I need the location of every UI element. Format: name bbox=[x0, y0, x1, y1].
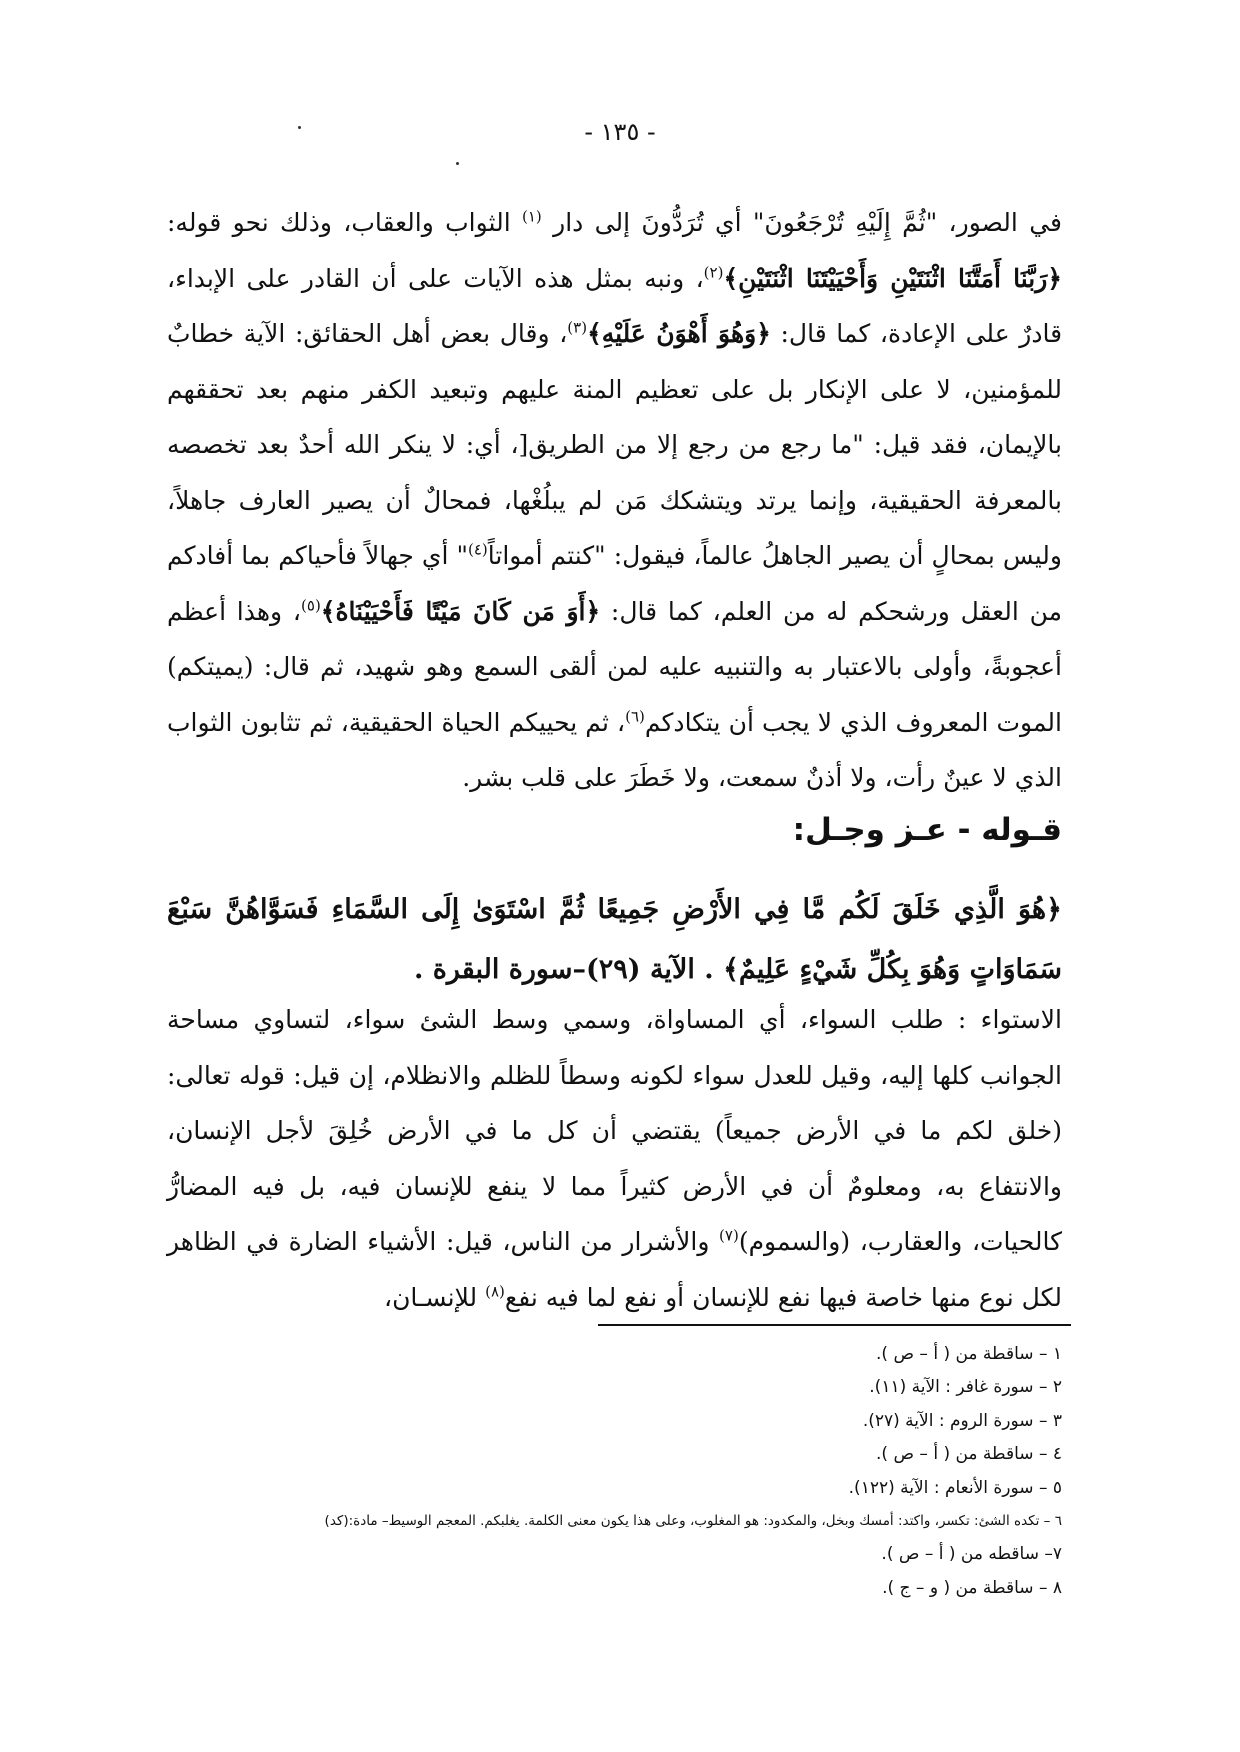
text-span: في الصور، "ثُمَّ إِلَيْهِ تُرْجَعُونَ" أي تُرَدُّونَ إلى دار bbox=[541, 208, 1062, 237]
footnote-ref-3: (٣) bbox=[567, 318, 588, 337]
footnote-8: ٨ – ساقطة من ( و – ج ). bbox=[882, 1577, 1062, 1598]
footnote-2: ٢ – سورة غافر : الآية (١١). bbox=[869, 1377, 1062, 1398]
paragraph-1 bbox=[167, 195, 1062, 806]
footnote-4: ٤ – ساقطة من ( أ – ص ). bbox=[876, 1444, 1062, 1465]
text-span: ، وهذا أعظم أعجوبةً، وأولى بالاعتبار به والتنبيه عليه لمن ألقى السمع وهو شهيد، ثم قال: (يميتكم) الموت المعروف الذي لا يجب أن يتكادكم bbox=[167, 596, 1062, 737]
quran-quote: ﴿وَهُوَ أَهْوَنُ عَلَيْهِ﴾ bbox=[587, 319, 771, 348]
section-heading: قـوله - عـز وجـل: bbox=[792, 812, 1062, 848]
footnote-ref-8: (٨) bbox=[485, 1282, 505, 1301]
verse-block bbox=[167, 880, 1062, 1000]
footnote-5: ٥ – سورة الأنعام : الآية (١٢٢). bbox=[848, 1477, 1062, 1498]
text-span: ، وقال بعض أهل الحقائق: الآية خطابٌ للمؤمنين، لا على الإنكار بل على تعظيم المنة عليهم وتبعيد الكفر منهم بعد تحققهم بالإيمان، فقد قيل: "ما رجع من رجع إلا من الطريق[، أي: لا ينكر الله أحدٌ بعد تخصصه بالمعرفة الحقيقية، وإنما يرتد ويتشكك مَن لم يبلُغْها، فمحالٌ أن يصير العارف جاهلاً، وليس بمحالٍ أن يصير الجاهلُ عالماً، فيقول: "كنتم أمواتاً bbox=[167, 319, 1062, 570]
verse-reference: . الآية (٢٩)–سورة البقرة . bbox=[413, 954, 714, 985]
text-span: الاستواء : طلب السواء، أي المساواة، وسمي وسط الشئ سواء، لتساوي مساحة الجوانب كلها إليه، وقيل للعدل سواء لكونه وسطاً للظلم والانظلام، إن قيل: قوله تعالى: (خلق لكم ما في الأرض جميعاً) يقتضي أن كل ما في الأرض خُلِقَ لأجل الإنسان، والانتفاع به، ومعلومٌ أن في الأرض كثيراً مما لا ينفع للإنسان فيه، بل فيه المضارُّ كالحيات، والعقارب، (والسموم) bbox=[167, 1005, 1062, 1256]
text-span: ، ثم يحييكم الحياة الحقيقية، ثم تثابون الثواب الذي لا عينٌ رأت، ولا أذنٌ سمعت، ولا خَطَرَ على قلب بشر. bbox=[167, 707, 1062, 792]
text-span: ، ونبه بمثل هذه الآيات على أن القادر على الإبداء، قادرٌ على الإعادة، كما قال: bbox=[167, 263, 1063, 348]
quran-quote: ﴿أَوَ مَن كَانَ مَيْتًا فَأَحْيَيْنَاهُ﴾ bbox=[320, 596, 601, 626]
page-number: - ١٣٥ - bbox=[584, 118, 656, 146]
footnote-separator bbox=[598, 1324, 1071, 1326]
footnote-ref-5: (٥) bbox=[301, 596, 321, 615]
verse-text: ﴿هُوَ الَّذِي خَلَقَ لَكُم مَّا فِي الأَرْضِ جَمِيعًا ثُمَّ اسْتَوَىٰ إِلَى السَّمَاءِ فَسَوَّاهُنَّ سَبْعَ سَمَاوَاتٍ وَهُوَ بِكُلِّ شَيْءٍ عَلِيمٌ﴾ bbox=[167, 894, 1062, 985]
footnote-ref-4: (٤) bbox=[467, 540, 488, 559]
footnote-ref-7: (٧) bbox=[719, 1226, 739, 1245]
footnote-1: ١ – ساقطة من ( أ – ص ). bbox=[876, 1344, 1062, 1364]
scan-speck bbox=[456, 162, 459, 165]
footnotes bbox=[42, 1338, 1062, 1605]
text-span: للإنسـان، bbox=[384, 1282, 486, 1312]
footnote-7: ٧– ساقطه من ( أ – ص ). bbox=[881, 1544, 1062, 1565]
footnote-3: ٣ – سورة الروم : الآية (٢٧). bbox=[862, 1410, 1062, 1431]
footnote-6: ٦ – تكده الشئ: تكسر، واكتد: أمسك وبخل، والمكدود: هو المغلوب، وعلى هذا يكون معنى الكلمة. يغلبكم. المعجم الوسيط– مادة:(كد) bbox=[324, 1512, 1062, 1529]
footnote-ref-6: (٦) bbox=[625, 707, 645, 726]
footnote-ref-2: (٢) bbox=[703, 263, 724, 282]
text-span: الثواب والعقاب، وذلك نحو قوله: bbox=[167, 208, 522, 237]
paragraph-2 bbox=[167, 992, 1062, 1325]
footnote-ref-1: (١) bbox=[522, 207, 542, 226]
text-span: والأشرار من الناس، قيل: الأشياء الضارة في الظاهر لكل نوع منها خاصة فيها نفع للإنسان أو نفع لما فيه نفع bbox=[167, 1227, 1062, 1312]
text-span: " أي جهالاً فأحياكم بما أفادكم من العقل ورشحكم له من العلم، كما قال: bbox=[167, 541, 1062, 626]
quran-quote: ﴿رَبَّنَا أَمَتَّنَا اثْنَتَيْنِ وَأَحْيَيْتَنَا اثْنَتَيْنِ﴾ bbox=[723, 263, 1062, 293]
